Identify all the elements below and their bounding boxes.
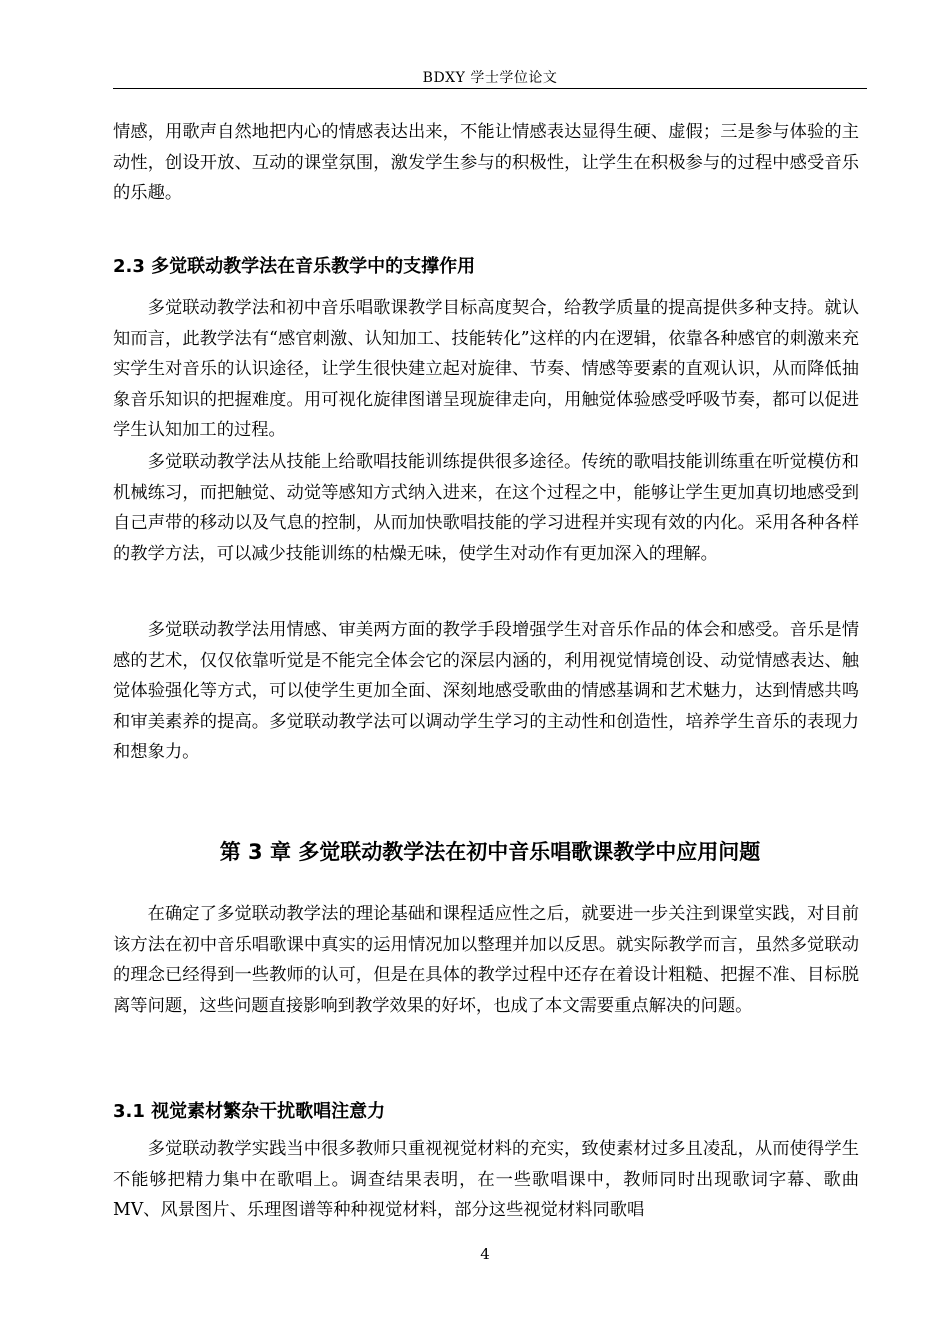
header-divider [113, 88, 867, 89]
paragraph: 多觉联动教学法用情感、审美两方面的教学手段增强学生对音乐作品的体会和感受。音乐是情感的艺术，仅仅依靠听觉是不能完全体会它的深层内涵的，利用视觉情境创设、动觉情感表达、触觉体验强化等方式，可以使学生更加全面、深刻地感受歌曲的情感基调和艺术魅力，达到情感共鸣和审美素养的提高。多觉联动教学法可以调动学生学习的主动性和创造性，培养学生音乐的表现力和想象力。 [113, 620, 859, 763]
section-heading-2-3: 2.3 多觉联动教学法在音乐教学中的支撑作用 [113, 256, 476, 277]
paragraph: 多觉联动教学实践当中很多教师只重视视觉材料的充实，致使素材过多且凌乱，从而使得学生不能够把精力集中在歌唱上。调查结果表明，在一些歌唱课中，教师同时出现歌词字幕、歌曲 MV、风景图片、乐理图谱等种种视觉材料，部分这些视觉材料同歌唱 [113, 1139, 859, 1221]
running-header: BDXY 学士学位论文 [422, 70, 558, 86]
paragraph: 多觉联动教学法从技能上给歌唱技能训练提供很多途径。传统的歌唱技能训练重在听觉模仿和机械练习，而把触觉、动觉等感知方式纳入进来，在这个过程之中，能够让学生更加真切地感受到自己声带的移动以及气息的控制，从而加快歌唱技能的学习进程并实现有效的内化。采用各种各样的教学方法，可以减少技能训练的枯燥无味，使学生对动作有更加深入的理解。 [113, 452, 859, 564]
section-heading-3-1: 3.1 视觉素材繁杂干扰歌唱注意力 [113, 1101, 386, 1122]
page-number: 4 [480, 1245, 490, 1263]
chapter-heading-3: 第 3 章 多觉联动教学法在初中音乐唱歌课教学中应用问题 [219, 840, 761, 864]
paragraph: 多觉联动教学法和初中音乐唱歌课教学目标高度契合，给教学质量的提高提供多种支持。就认知而言，此教学法有“感官刺激、认知加工、技能转化”这样的内在逻辑，依靠各种感官的刺激来充实学生对音乐的认识途径，让学生很快建立起对旋律、节奏、情感等要素的直观认识，从而降低抽象音乐知识的把握难度。用可视化旋律图谱呈现旋律走向，用触觉体验感受呼吸节奏，都可以促进学生认知加工的过程。 [113, 298, 859, 441]
paragraph-continuation: 情感，用歌声自然地把内心的情感表达出来，不能让情感表达显得生硬、虚假；三是参与体验的主动性，创设开放、互动的课堂氛围，激发学生参与的积极性，让学生在积极参与的过程中感受音乐的乐趣。 [113, 122, 859, 204]
paragraph: 在确定了多觉联动教学法的理论基础和课程适应性之后，就要进一步关注到课堂实践，对目前该方法在初中音乐唱歌课中真实的运用情况加以整理并加以反思。就实际教学而言，虽然多觉联动的理念已经得到一些教师的认可，但是在具体的教学过程中还存在着设计粗糙、把握不准、目标脱离等问题，这些问题直接影响到教学效果的好坏，也成了本文需要重点解决的问题。 [113, 904, 859, 1016]
